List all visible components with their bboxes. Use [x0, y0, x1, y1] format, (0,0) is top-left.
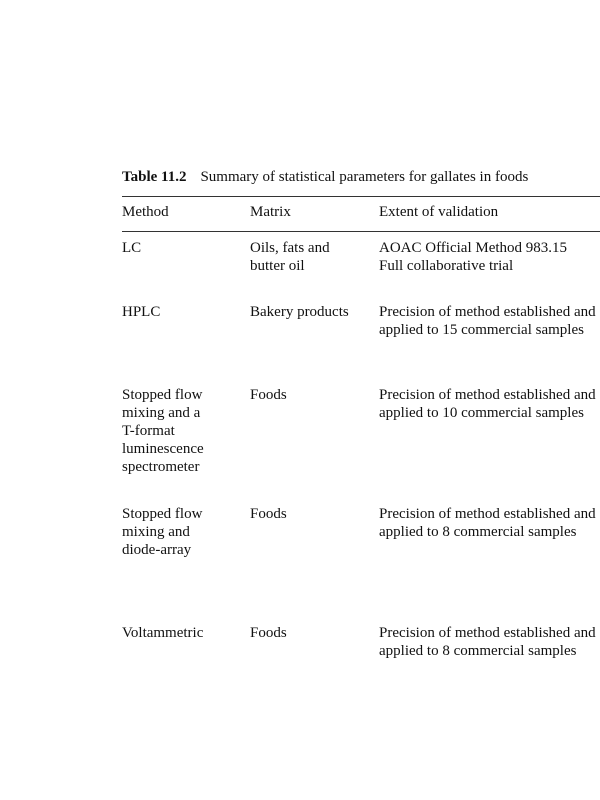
cell-validation: Precision of method established and applied to 10 commercial samples	[379, 387, 596, 421]
cell-matrix: Foods	[250, 625, 287, 641]
column-header-method: Method	[122, 204, 169, 220]
cell-validation: Precision of method established and applied to 15 commercial samples	[379, 304, 596, 338]
cell-validation: Precision of method established and applied to 8 commercial samples	[379, 625, 596, 659]
cell-matrix: Bakery products	[250, 304, 349, 320]
cell-method: Stopped flow mixing and a T-format luminescence spectrometer	[122, 387, 204, 475]
table-number: Table 11.2	[122, 169, 187, 185]
column-header-matrix: Matrix	[250, 204, 291, 220]
cell-method: Voltammetric	[122, 625, 204, 641]
cell-matrix: Oils, fats and butter oil	[250, 240, 330, 274]
cell-matrix: Foods	[250, 506, 287, 522]
table-top-rule	[122, 196, 600, 197]
cell-validation: AOAC Official Method 983.15 Full collaborative trial	[379, 240, 568, 274]
cell-validation: Precision of method established and applied to 8 commercial samples	[379, 506, 596, 540]
cell-method: LC	[122, 240, 142, 256]
cell-matrix: Foods	[250, 387, 287, 403]
table-caption	[122, 168, 528, 186]
column-header-validation: Extent of validation	[379, 204, 499, 220]
table-header-rule	[122, 231, 600, 232]
table-title: Summary of statistical parameters for gallates in foods	[200, 169, 529, 185]
cell-method: Stopped flow mixing and diode-array	[122, 506, 203, 558]
cell-method: HPLC	[122, 304, 161, 320]
